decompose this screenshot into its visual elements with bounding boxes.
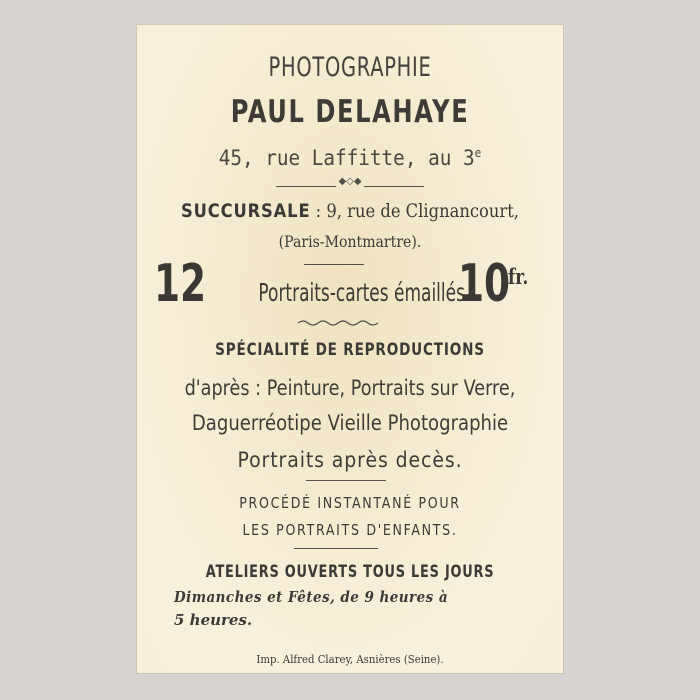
divider-short xyxy=(304,264,364,265)
divider-hours xyxy=(294,548,378,549)
process-line-2: LES PORTRAITS D'ENFANTS. xyxy=(242,521,458,539)
offer-currency: fr. xyxy=(508,264,529,289)
specialty-line-3: Portraits après decès. xyxy=(237,448,463,472)
printer-imprint: Imp. Alfred Clarey, Asnières (Seine). xyxy=(256,653,444,666)
hours-line-2: 5 heures. xyxy=(174,611,253,629)
wavy-divider xyxy=(298,319,378,327)
offer-quantity: 12 xyxy=(154,254,207,314)
specialty-line-2: Daguerréotipe Vieille Photographie xyxy=(191,411,509,435)
divider-process xyxy=(306,480,386,481)
studio-floor-sup: e xyxy=(474,146,482,160)
specialty-heading: SPÉCIALITÉ DE REPRODUCTIONS xyxy=(215,340,485,360)
offer-price: 10 xyxy=(458,254,511,314)
branch-label: SUCCURSALE xyxy=(181,200,311,222)
hours-heading: ATELIERS OUVERTS TOUS LES JOURS xyxy=(205,562,495,582)
studio-street: 45, rue Laffitte, xyxy=(218,146,417,170)
process-line-1: PROCÉDÉ INSTANTANÉ POUR xyxy=(239,494,461,512)
offer-product: Portraits-cartes émaillés xyxy=(258,278,465,307)
card-title: PHOTOGRAPHIE xyxy=(268,52,432,83)
specialty-line-1: d'après : Peinture, Portraits sur Verre, xyxy=(184,376,516,400)
hours-line-1: Dimanches et Fêtes, de 9 heures à xyxy=(174,588,449,606)
branch-address xyxy=(166,200,534,222)
studio-address xyxy=(153,146,547,170)
divider-right xyxy=(364,186,424,187)
photographer-card xyxy=(136,24,564,674)
ornament-divider: ◆◇◆ xyxy=(338,176,362,187)
photographer-name: PAUL DELAHAYE xyxy=(230,94,470,130)
branch-area: (Paris-Montmartre). xyxy=(278,232,422,251)
studio-floor: au 3 xyxy=(416,146,475,170)
branch-street: : 9, rue de Clignancourt, xyxy=(310,200,519,222)
